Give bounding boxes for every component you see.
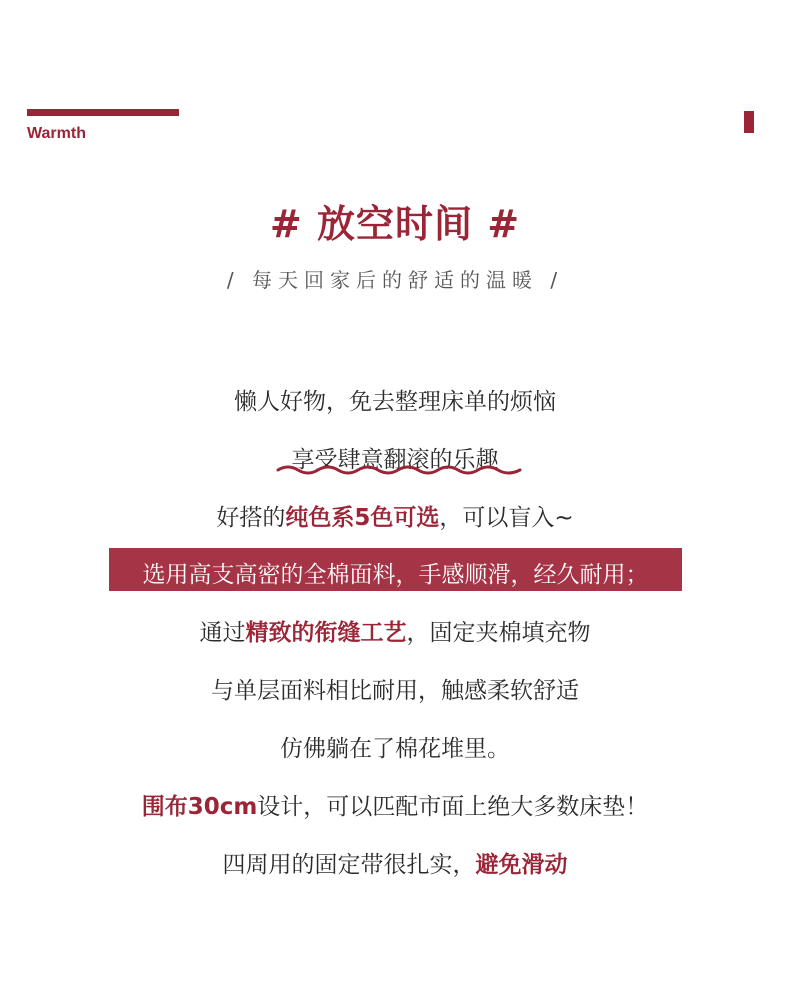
top-accent-bar: [27, 109, 179, 116]
text-line-5: [0, 614, 790, 647]
wavy-underline: [276, 462, 524, 478]
text-line-3-pre: 好搭的: [216, 505, 286, 531]
text-line-9-pre: 四周用的固定带很扎实，: [222, 852, 476, 878]
text-line-6: 与单层面料相比耐用，触感柔软舒适: [211, 678, 579, 704]
section-subtitle: / 每天回家后的舒适的温暖 /: [226, 268, 564, 292]
section-title: # 放空时间 #: [269, 202, 521, 246]
text-line-8-post: 设计，可以匹配市面上绝大多数床垫！: [257, 794, 649, 820]
text-line-1: 懒人好物，免去整理床单的烦恼: [234, 389, 556, 415]
text-line-3: [0, 499, 790, 532]
text-line-3-post: ，可以盲入~: [439, 505, 574, 531]
text-line-9: [0, 846, 790, 879]
text-line-2: 享受肆意翻滚的乐趣: [291, 447, 499, 473]
side-accent-mark: [744, 111, 754, 133]
text-line-3-highlight: 纯色系5色可选: [285, 505, 440, 531]
brand-label: Warmth: [27, 125, 86, 142]
text-line-8-highlight: 围布30cm: [141, 794, 258, 820]
text-line-8: [0, 788, 790, 821]
text-line-9-highlight: 避免滑动: [475, 852, 568, 878]
text-line-4: 选用高支高密的全棉面料，手感顺滑，经久耐用；: [142, 562, 649, 588]
text-line-7: 仿佛躺在了棉花堆里。: [280, 736, 510, 762]
text-line-5-pre: 通过: [199, 620, 246, 646]
text-line-5-post: ，固定夹棉填充物: [406, 620, 591, 646]
text-line-5-highlight: 精致的衔缝工艺: [245, 620, 407, 646]
